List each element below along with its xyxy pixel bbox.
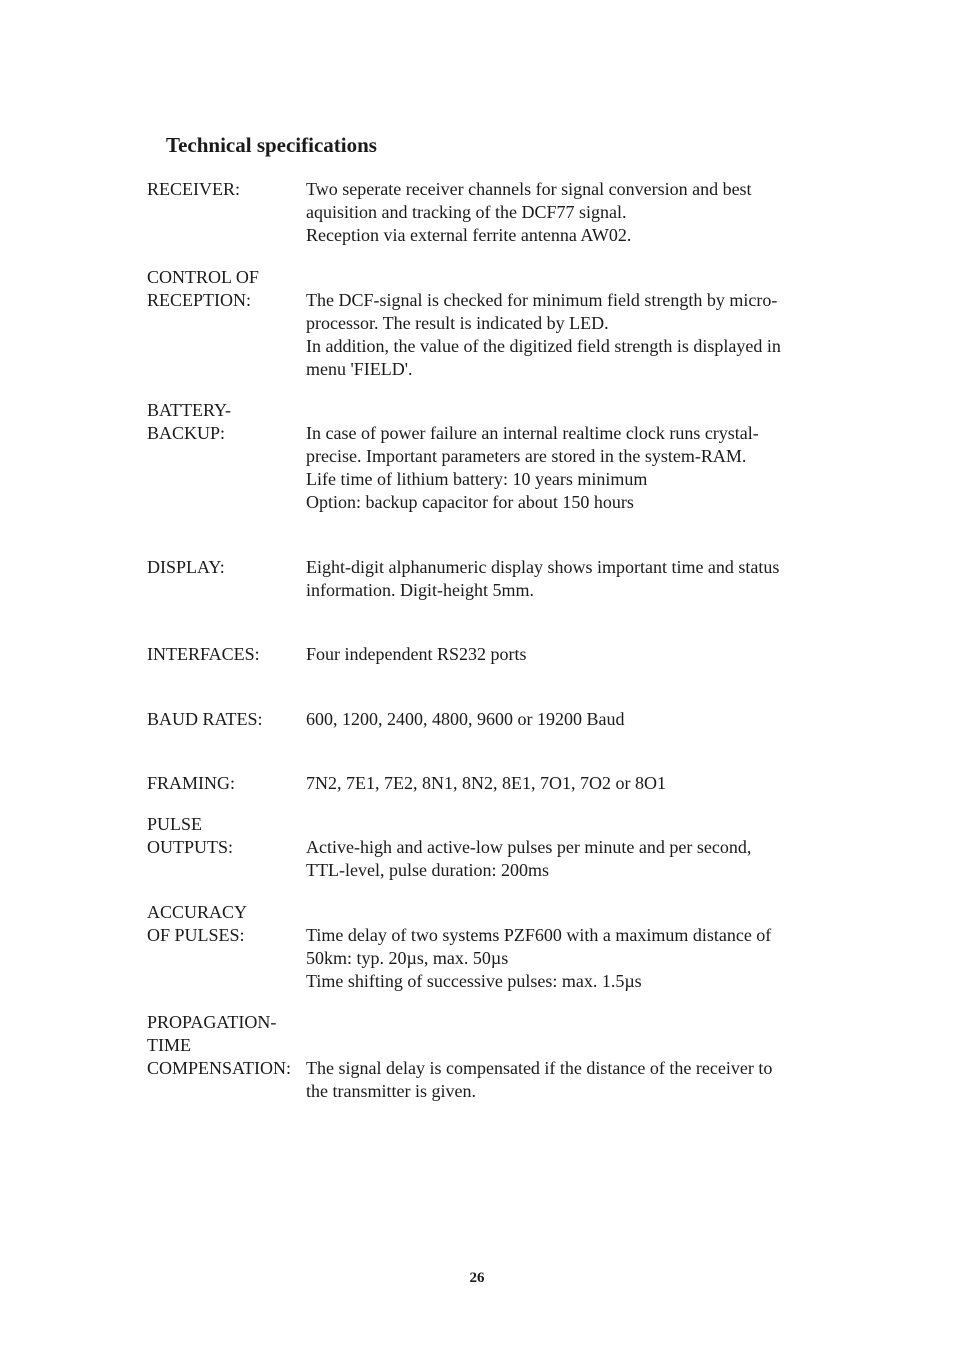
spec-label-baud-rates [147,708,263,731]
spec-label-line: OUTPUTS: [147,837,234,857]
spec-description-line: Option: backup capacitor for about 150 hours [306,492,634,512]
spec-description-line: The signal delay is compensated if the distance of the receiver to [306,1058,773,1078]
spec-description-line: Time shifting of successive pulses: max. 1.5µs [306,971,642,991]
spec-description-baud-rates [306,708,811,731]
spec-label-line: ACCURACY [147,902,248,922]
spec-label-propagation-time-compensation [147,1011,291,1080]
spec-description-control-of-reception [306,289,811,381]
spec-description-accuracy-of-pulses [306,924,811,993]
spec-description-line: 7N2, 7E1, 7E2, 8N1, 8N2, 8E1, 7O1, 7O2 or 8O1 [306,773,666,793]
spec-description-line: the transmitter is given. [306,1081,476,1101]
spec-description-line: precise. Important parameters are stored in the system-RAM. [306,446,747,466]
spec-label-line: BATTERY- [147,400,232,420]
spec-description-line: processor. The result is indicated by LED. [306,313,609,333]
spec-description-line: menu 'FIELD'. [306,359,413,379]
spec-label-line: COMPENSATION: [147,1058,292,1078]
spec-label-accuracy-of-pulses [147,901,247,947]
spec-description-line: aquisition and tracking of the DCF77 signal. [306,202,627,222]
spec-description-line: The DCF-signal is checked for minimum field strength by micro- [306,290,778,310]
spec-label-control-of-reception [147,266,259,312]
page-number: 26 [469,1270,485,1286]
spec-description-display [306,556,811,602]
spec-label-receiver [147,178,240,201]
spec-description-line: Two seperate receiver channels for signal conversion and best [306,179,752,199]
spec-description-line: Active-high and active-low pulses per minute and per second, [306,837,752,857]
page-title: Technical specifications [166,133,377,157]
spec-label-framing [147,772,235,795]
spec-description-line: In case of power failure an internal realtime clock runs crystal- [306,423,759,443]
spec-label-battery-backup [147,399,231,445]
spec-label-line: BACKUP: [147,423,226,443]
spec-description-line: Eight-digit alphanumeric display shows important time and status [306,557,780,577]
spec-description-line: information. Digit-height 5mm. [306,580,534,600]
spec-label-display [147,556,225,579]
spec-description-receiver [306,178,811,247]
spec-description-line: 50km: typ. 20µs, max. 50µs [306,948,509,968]
spec-description-propagation-time-compensation [306,1057,811,1103]
spec-description-line: Four independent RS232 ports [306,644,527,664]
spec-label-line: TIME [147,1035,191,1055]
spec-label-line: FRAMING: [147,773,236,793]
spec-label-pulse-outputs [147,813,233,859]
spec-description-line: 600, 1200, 2400, 4800, 9600 or 19200 Baud [306,709,625,729]
spec-label-line: PROPAGATION- [147,1012,277,1032]
spec-label-line: BAUD RATES: [147,709,263,729]
spec-description-line: Time delay of two systems PZF600 with a maximum distance of [306,925,772,945]
spec-description-interfaces [306,643,811,666]
spec-label-line: INTERFACES: [147,644,260,664]
spec-label-line: CONTROL OF [147,267,259,287]
spec-label-line: RECEPTION: [147,290,252,310]
spec-label-line: DISPLAY: [147,557,225,577]
spec-description-line: TTL-level, pulse duration: 200ms [306,860,549,880]
spec-label-interfaces [147,643,260,666]
spec-description-line: Life time of lithium battery: 10 years minimum [306,469,648,489]
spec-label-line: OF PULSES: [147,925,245,945]
spec-description-battery-backup [306,422,811,514]
spec-description-line: Reception via external ferrite antenna AW02. [306,225,632,245]
spec-label-line: RECEIVER: [147,179,240,199]
spec-label-line: PULSE [147,814,203,834]
spec-description-pulse-outputs [306,836,811,882]
spec-description-framing [306,772,811,795]
spec-description-line: In addition, the value of the digitized field strength is displayed in [306,336,781,356]
